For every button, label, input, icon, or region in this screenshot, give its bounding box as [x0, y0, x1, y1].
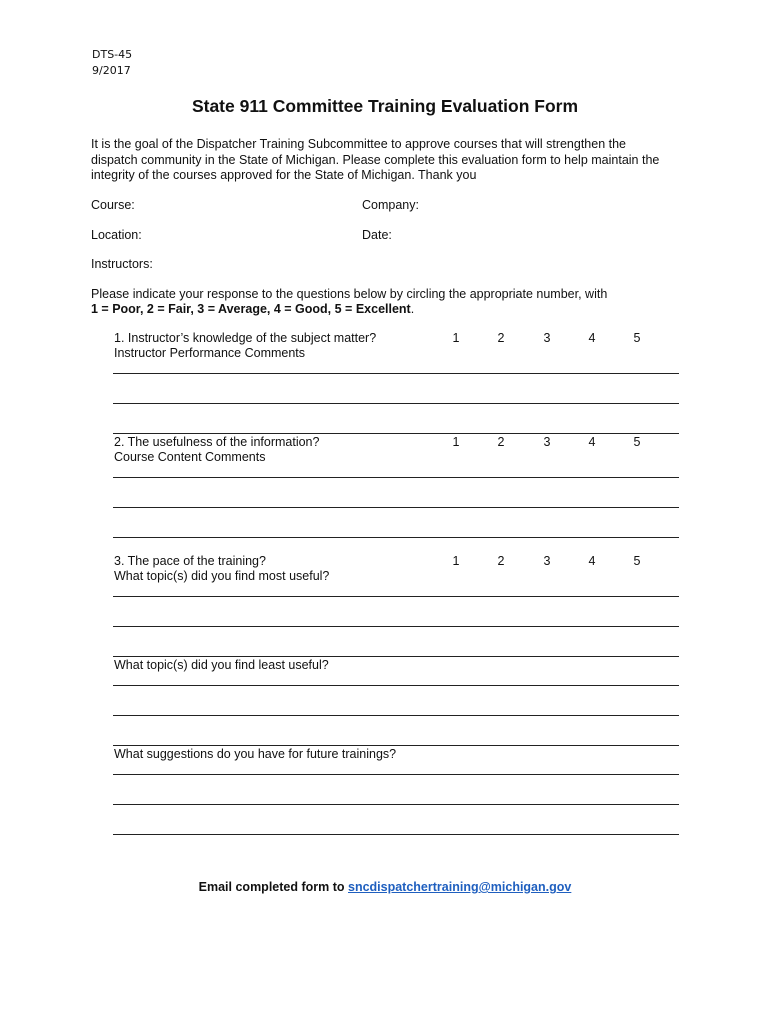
answer-line[interactable]	[113, 477, 679, 478]
suggestions-prompt: What suggestions do you have for future trainings?	[114, 747, 397, 761]
rating-scale	[91, 301, 414, 317]
document-date: 9/2017	[92, 64, 131, 77]
rating-scale-text: 1 = Poor, 2 = Fair, 3 = Average, 4 = Good, 5 = Excellent	[91, 302, 411, 316]
q1-rating-1[interactable]: 1	[452, 331, 460, 345]
q2-rating-5[interactable]: 5	[633, 435, 641, 449]
least-useful-prompt: What topic(s) did you find least useful?	[114, 658, 329, 672]
instructors-label: Instructors:	[91, 257, 153, 271]
intro-line: It is the goal of the Dispatcher Training Subcommittee to approve courses that will strengthen the	[91, 137, 627, 151]
company-label: Company:	[362, 198, 419, 212]
intro-paragraph	[91, 137, 691, 184]
answer-line[interactable]	[113, 834, 679, 835]
answer-line[interactable]	[113, 715, 679, 716]
q2-rating-4[interactable]: 4	[588, 435, 596, 449]
q1-rating-2[interactable]: 2	[497, 331, 505, 345]
q3-rating-2[interactable]: 2	[497, 554, 505, 568]
q1-rating-3[interactable]: 3	[543, 331, 551, 345]
course-label: Course:	[91, 198, 135, 212]
answer-line[interactable]	[113, 804, 679, 805]
answer-line[interactable]	[113, 596, 679, 597]
intro-line: dispatch community in the State of Michigan. Please complete this evaluation form to help maintain the	[91, 152, 660, 167]
q2-rating-3[interactable]: 3	[543, 435, 551, 449]
question-3-label: 3. The pace of the training?	[114, 554, 266, 568]
q3-rating-1[interactable]: 1	[452, 554, 460, 568]
email-instruction	[0, 879, 770, 895]
answer-line[interactable]	[113, 537, 679, 538]
answer-line[interactable]	[113, 373, 679, 374]
email-link[interactable]: sncdispatchertraining@michigan.gov	[348, 880, 572, 894]
date-label: Date:	[362, 228, 392, 242]
q3-rating-4[interactable]: 4	[588, 554, 596, 568]
q2-rating-2[interactable]: 2	[497, 435, 505, 449]
answer-line[interactable]	[113, 507, 679, 508]
answer-line[interactable]	[113, 685, 679, 686]
question-1-comment-label: Instructor Performance Comments	[114, 346, 306, 360]
answer-line[interactable]	[113, 403, 679, 404]
email-prefix: Email completed form to	[198, 880, 348, 894]
question-1-label: 1. Instructor’s knowledge of the subject matter?	[114, 331, 377, 345]
question-2-comment-label: Course Content Comments	[114, 450, 266, 464]
rating-scale-period: .	[410, 302, 415, 316]
q1-rating-5[interactable]: 5	[633, 331, 641, 345]
q1-rating-4[interactable]: 4	[588, 331, 596, 345]
intro-line: integrity of the courses approved for the State of Michigan. Thank you	[91, 168, 477, 182]
question-3-comment-label: What topic(s) did you find most useful?	[114, 569, 330, 583]
document-id: DTS-45	[92, 48, 133, 61]
q3-rating-5[interactable]: 5	[633, 554, 641, 568]
page-title: State 911 Committee Training Evaluation Form	[191, 96, 579, 116]
q2-rating-1[interactable]: 1	[452, 435, 460, 449]
answer-line[interactable]	[113, 626, 679, 627]
location-label: Location:	[91, 228, 142, 242]
instructions-line: Please indicate your response to the questions below by circling the appropriate number, with	[91, 287, 608, 301]
answer-line[interactable]	[113, 774, 679, 775]
question-2-label: 2. The usefulness of the information?	[114, 435, 320, 449]
q3-rating-3[interactable]: 3	[543, 554, 551, 568]
